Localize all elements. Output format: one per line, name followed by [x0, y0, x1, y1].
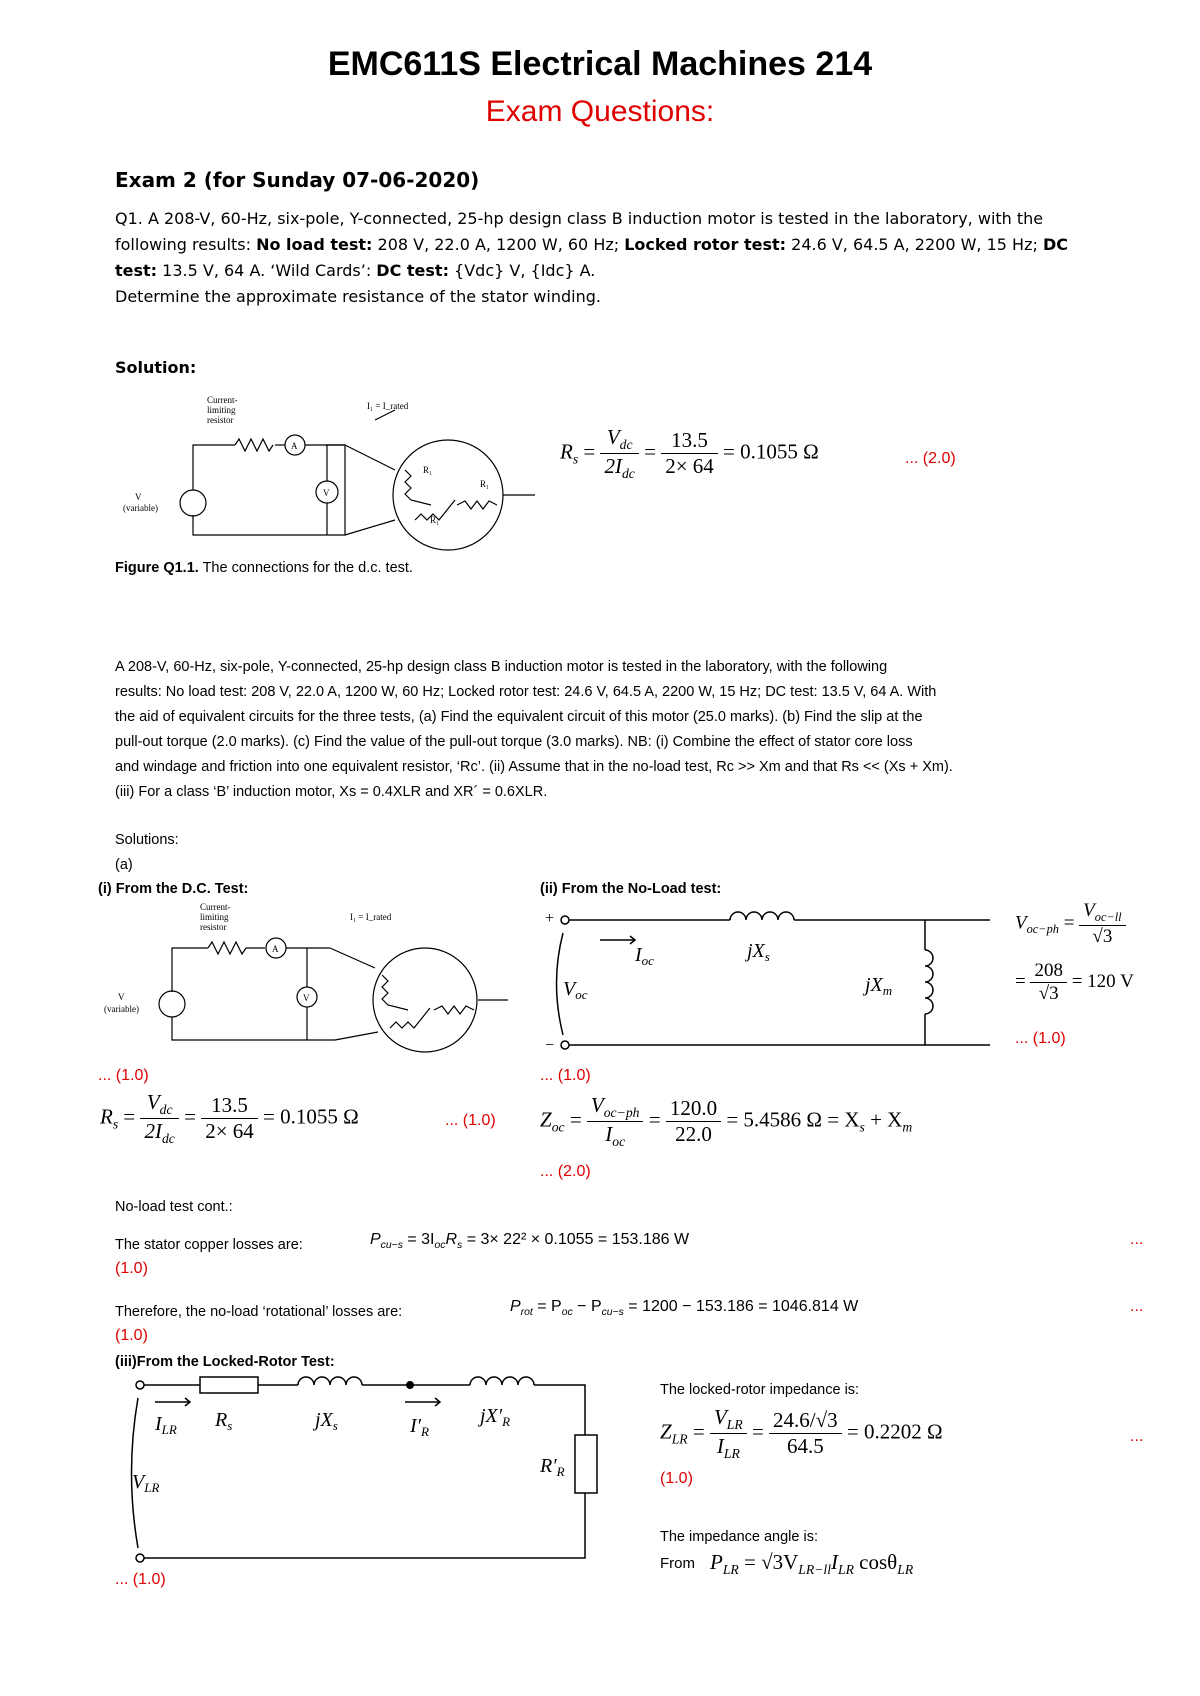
current-label: I₁ = I_rated: [367, 401, 409, 411]
dc-test-circuit: [105, 395, 545, 555]
dc-mark-top: ... (1.0): [98, 1067, 149, 1084]
locked-impedance-label: The locked-rotor impedance is:: [660, 1382, 860, 1398]
jxs-label: $jX_s$: [747, 940, 770, 964]
zoc-equation: $Z_{oc}$ = $\frac{V_{oc-ph}}{I_{oc}}$ = $\frac{120.0}{22.0}$ = 5.4586 $\Omega = X_s + X_m$: [540, 1093, 913, 1150]
copper-loss-label: The stator copper losses are:: [115, 1237, 303, 1253]
q2-line: (iii) For a class ‘B’ induction motor, Xs = 0.4XLR and XR´ = 0.6XLR.: [115, 784, 548, 800]
question-1: [115, 206, 1155, 310]
source-label-2: (variable): [104, 1004, 139, 1014]
ir-label: $I'_R$: [410, 1415, 429, 1439]
dc-heading: (i) From the D.C. Test:: [98, 881, 249, 897]
noload-mark-top: ... (1.0): [540, 1067, 591, 1084]
rs-equation-2: $R_s$ = $\frac{V_{dc}}{2I_{dc}}$ = $\frac{13.5}{2\times 64}$ = 0.1055 Ω: [100, 1090, 359, 1147]
vph-equation: $V_{oc-ph}$ = $\frac{V_{oc-ll}}{√3}$: [1015, 900, 1126, 948]
q2-line: the aid of equivalent circuits for the three tests, (a) Find the equivalent circuit of this motor (25.0 marks). (b) Find the slip at the: [115, 709, 923, 725]
current-label: I₁ = I_rated: [350, 912, 392, 922]
vph-mark: ... (1.0): [1015, 1030, 1066, 1047]
rr-label: $R'_R$: [540, 1455, 565, 1479]
q2-line: and windage and friction into one equivalent resistor, ‘Rc’. (ii) Assume that in the no-load test, Rc >> Xm and that Rs << (Xs + Xm).: [115, 759, 953, 775]
resistor-label-3: resistor: [207, 415, 234, 425]
rs-mark-top: ... (2.0): [905, 450, 956, 467]
ammeter-label: A: [272, 944, 279, 954]
rot-loss-eq: $P_{rot} = P_{oc} - P_{cu-s} = 1200 - 153.186 = 1046.814$ W: [510, 1298, 859, 1319]
q2-line: A 208-V, 60-Hz, six-pole, Y-connected, 25-hp design class B induction motor is tested in the laboratory, with the following: [115, 659, 888, 675]
source-label: V: [118, 992, 125, 1002]
question-2: [115, 655, 1155, 805]
q1-line-2: following results: No load test: 208 V, 22.0 A, 1200 W, 60 Hz; Locked rotor test: 24.6 V, 64.5 A, 2200 W, 15 Hz; DC: [115, 235, 1068, 254]
dc-test-circuit-2: [100, 900, 520, 1060]
rot-loss-label: Therefore, the no-load ‘rotational’ losses are:: [115, 1304, 403, 1320]
solutions-label: Solutions:: [115, 832, 179, 848]
resistor-label-1: Current-: [207, 395, 238, 405]
solution-label: Solution:: [115, 358, 197, 377]
resistor-label-1: Current-: [200, 902, 231, 912]
jxm-label: $jX_m$: [865, 974, 893, 998]
rot-loss-mark: ...: [1130, 1298, 1144, 1315]
q1-line-1: Q1. A 208-V, 60-Hz, six-pole, Y-connected, 25-hp design class B induction motor is tested in the laboratory, with the: [115, 209, 1044, 228]
rs-label: $R_s$: [215, 1409, 233, 1433]
r1-label-2: R₁: [480, 479, 490, 489]
rs-equation-top: $R_s$ = $\frac{V_{dc}}{2I_{dc}}$ = $\frac{13.5}{2\times 64}$ = 0.1055 Ω: [560, 425, 819, 482]
q1-line-4: Determine the approximate resistance of the stator winding.: [115, 287, 601, 306]
motor-symbol: [393, 440, 503, 550]
zlr-mark-2: (1.0): [660, 1470, 693, 1487]
ioc-label: $I_{oc}$: [635, 944, 654, 968]
copper-loss-mark: ...: [1130, 1231, 1144, 1248]
plr-equation: $P_{LR} = √3V_{LR-ll}I_{LR}$ cosθ$_{LR}$: [710, 1550, 914, 1578]
q2-line: results: No load test: 208 V, 22.0 A, 1200 W, 60 Hz; Locked rotor test: 24.6 V, 64.5 A, 2200 W, 15 Hz; DC test: 13.5 V, 64 A. With: [115, 684, 937, 700]
q2-line: pull-out torque (2.0 marks). (c) Find the value of the pull-out torque (3.0 marks). NB: (i) Combine the effect of stator core loss: [115, 734, 913, 750]
q1-line-3: test: 13.5 V, 64 A. ‘Wild Cards’: DC test: {Vdc} V, {Idc} A.: [115, 261, 596, 280]
locked-rotor-circuit: [110, 1370, 620, 1580]
voltmeter-label: V: [323, 488, 330, 498]
rot-loss-mark-2: (1.0): [115, 1327, 148, 1344]
zlr-equation: $Z_{LR}$ = $\frac{V_{LR}}{I_{LR}}$ = $\frac{24.6/√3}{64.5}$ = 0.2202 Ω: [660, 1405, 943, 1462]
from-label: From: [660, 1555, 695, 1572]
r1-label: R₁: [423, 465, 433, 475]
resistor-label-2: limiting: [200, 912, 229, 922]
noload-circuit: [535, 905, 1000, 1060]
dc-source-symbol: [180, 490, 206, 516]
resistor-symbol: [235, 439, 273, 451]
jxs-label: $jX_s$: [315, 1409, 338, 1433]
copper-loss-eq: $P_{cu-s} = 3I_{oc}R_s = 3\times 22^2 \times 0.1055 = 153.186$ W: [370, 1231, 690, 1252]
page-title: EMC611S Electrical Machines 214: [327, 45, 873, 83]
voc-label: $V_{oc}$: [563, 978, 588, 1002]
source-label: V: [135, 492, 142, 502]
noload-mark-eq: ... (2.0): [540, 1163, 591, 1180]
vlr-label: $V_{LR}$: [132, 1471, 160, 1495]
noload-heading: (ii) From the No-Load test:: [540, 881, 722, 897]
voltmeter-label: V: [303, 993, 310, 1003]
impedance-angle-label: The impedance angle is:: [660, 1529, 818, 1545]
vph-equation-2: = $\frac{208}{√3}$ = 120 V: [1015, 960, 1134, 1004]
jxr-label: $jX'_R$: [480, 1405, 511, 1429]
minus-sign: −: [545, 1037, 555, 1054]
figure-caption: Figure Q1.1. The connections for the d.c. test.: [115, 560, 413, 576]
page-subtitle: Exam Questions:: [485, 95, 715, 128]
resistor-label-2: limiting: [207, 405, 236, 415]
r1-label-3: R₁: [430, 515, 440, 525]
locked-circuit-mark: ... (1.0): [115, 1571, 166, 1588]
source-label-2: (variable): [123, 503, 158, 513]
dc-mark-eq: ... (1.0): [445, 1112, 496, 1129]
part-a-label: (a): [115, 857, 133, 873]
plus-sign: +: [545, 910, 555, 927]
ilr-label: $I_{LR}$: [155, 1413, 177, 1437]
ammeter-label: A: [291, 441, 298, 451]
exam-heading: Exam 2 (for Sunday 07-06-2020): [115, 168, 480, 192]
zlr-mark: ...: [1130, 1428, 1144, 1445]
copper-loss-mark-2: (1.0): [115, 1260, 148, 1277]
locked-heading: (iii)From the Locked-Rotor Test:: [115, 1354, 335, 1370]
noload-cont-heading: No-load test cont.:: [115, 1199, 233, 1215]
resistor-label-3: resistor: [200, 922, 227, 932]
